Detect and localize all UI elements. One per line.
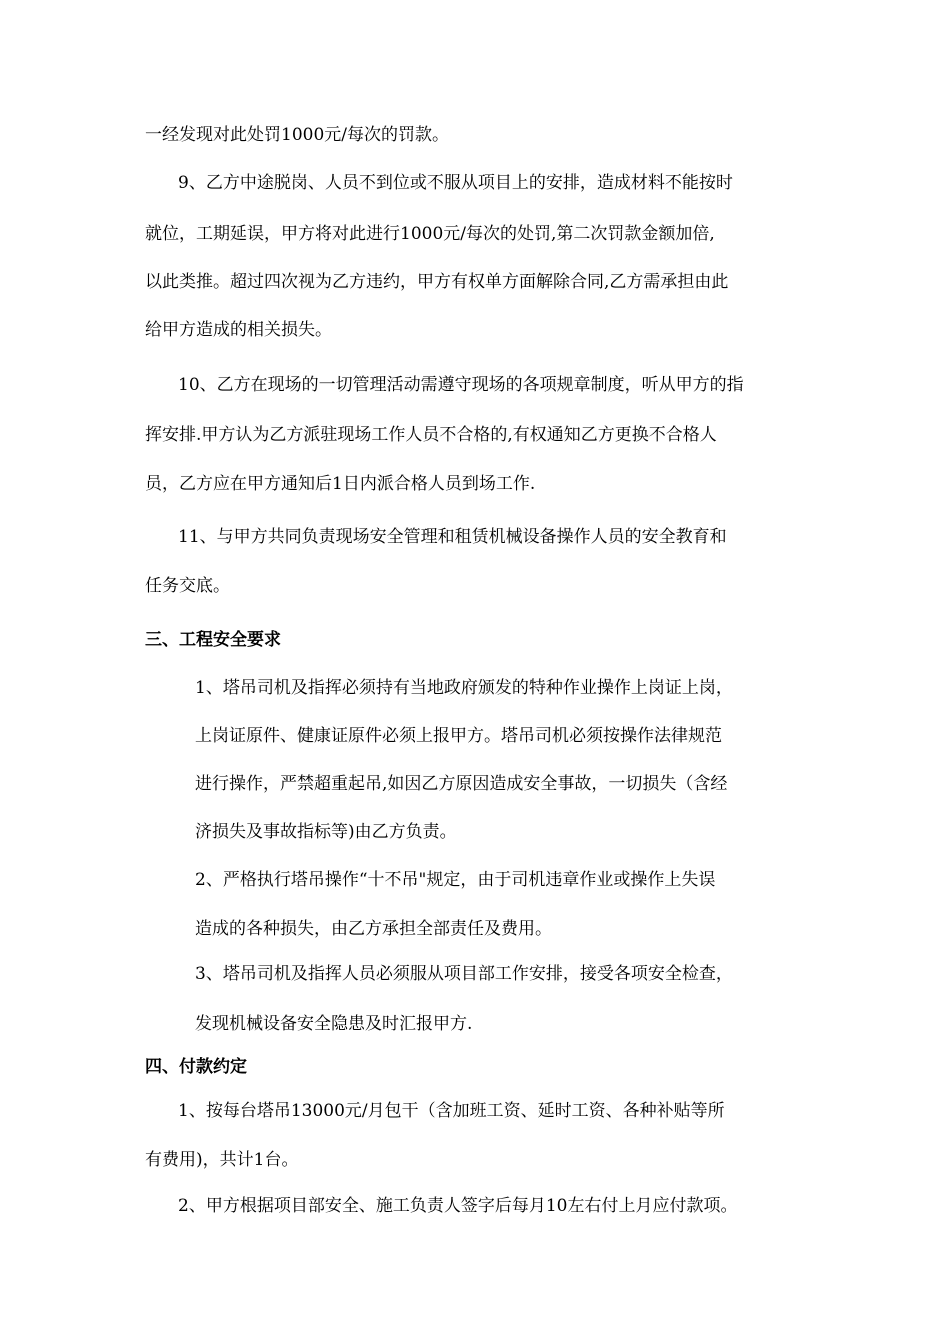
payment-item-2-line-1: 2、甲方根据项目部安全、施工负责人签字后每月10左右付上月应付款项。 [178, 1196, 738, 1216]
paragraph-10-line-2: 挥安排.甲方认为乙方派驻现场工作人员不合格的,有权通知乙方更换不合格人 [145, 425, 717, 445]
payment-item-1-line-1: 1、按每台塔吊13000元/月包干（含加班工资、延时工资、各种补贴等所 [178, 1101, 725, 1121]
section-heading-payment: 四、付款约定 [145, 1057, 247, 1077]
paragraph-11-line-1: 11、与甲方共同负责现场安全管理和租赁机械设备操作人员的安全教育和 [178, 527, 727, 547]
safety-item-3-line-1: 3、塔吊司机及指挥人员必须服从项目部工作安排，接受各项安全检查， [195, 964, 733, 984]
paragraph-9-line-1: 9、乙方中途脱岗、人员不到位或不服从项目上的安排，造成材料不能按时 [178, 173, 733, 193]
paragraph-9-line-3: 以此类推。超过四次视为乙方违约，甲方有权单方面解除合同,乙方需承担由此 [145, 272, 729, 292]
safety-item-3-line-2: 发现机械设备安全隐患及时汇报甲方. [195, 1014, 473, 1034]
section-heading-safety: 三、工程安全要求 [145, 630, 281, 650]
safety-item-1-line-4: 济损失及事故指标等)由乙方负责。 [195, 822, 457, 842]
payment-item-1-line-2: 有费用)，共计1台。 [145, 1150, 299, 1170]
paragraph-10-line-1: 10、乙方在现场的一切管理活动需遵守现场的各项规章制度，听从甲方的指 [178, 375, 744, 395]
safety-item-1-line-3: 进行操作，严禁超重起吊,如因乙方原因造成安全事故，一切损失（含经 [195, 774, 728, 794]
paragraph-9-line-4: 给甲方造成的相关损失。 [145, 320, 332, 340]
safety-item-1-line-1: 1、塔吊司机及指挥必须持有当地政府颁发的特种作业操作上岗证上岗， [195, 678, 733, 698]
safety-item-2-line-2: 造成的各种损失，由乙方承担全部责任及费用。 [195, 919, 552, 939]
safety-item-1-line-2: 上岗证原件、健康证原件必须上报甲方。塔吊司机必须按操作法律规范 [195, 726, 722, 746]
paragraph-11-line-2: 任务交底。 [145, 576, 230, 596]
paragraph-9-line-2: 就位，工期延误，甲方将对此进行1000元/每次的处罚,第二次罚款金额加倍, [145, 224, 715, 244]
paragraph-10-line-3: 员，乙方应在甲方通知后1日内派合格人员到场工作. [145, 474, 536, 494]
paragraph-8-tail-line-1: 一经发现对此处罚1000元/每次的罚款。 [145, 125, 449, 145]
safety-item-2-line-1: 2、严格执行塔吊操作“十不吊"规定，由于司机违章作业或操作上失误 [195, 870, 716, 890]
